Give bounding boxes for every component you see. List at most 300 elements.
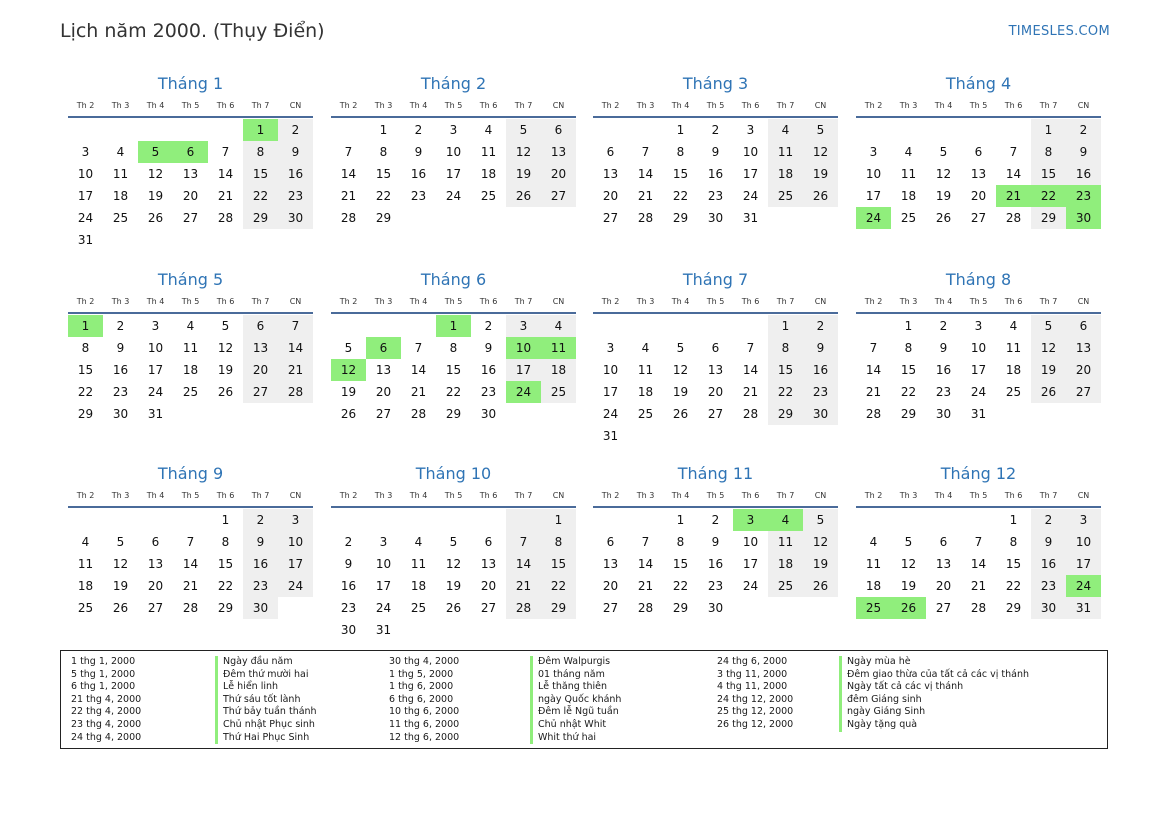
day-cell: 28	[340, 211, 357, 225]
day-cell: 26	[445, 601, 462, 615]
legend-date: 6 thg 1, 2000	[71, 681, 136, 693]
legend-dates-column	[389, 656, 459, 744]
day-cell: 22	[217, 579, 234, 593]
day-cell: 21	[340, 189, 357, 203]
legend-date: 12 thg 6, 2000	[389, 731, 460, 743]
month-8	[856, 268, 1101, 425]
empty-cell	[506, 619, 541, 641]
day-cell: 11	[410, 557, 427, 571]
day-cell: 23	[1031, 575, 1066, 597]
empty-cell	[68, 509, 103, 531]
day-cell: 20	[480, 579, 497, 593]
day-cell: 27	[375, 407, 392, 421]
day-cell: 7	[1009, 145, 1018, 159]
day-cell: 9	[484, 341, 493, 355]
weekday-header	[593, 292, 838, 314]
day-cell: 17	[147, 363, 164, 377]
day-cell: 15	[1005, 557, 1022, 571]
weekday-header	[331, 486, 576, 508]
day-cell: 15	[672, 167, 689, 181]
day-cell: 10	[1066, 531, 1101, 553]
legend-holiday-name: Lễ thăng thiên	[530, 681, 621, 694]
legend-names-column	[839, 656, 1029, 732]
day-cell: 8	[449, 341, 458, 355]
holiday-cell: 1	[68, 315, 103, 337]
day-cell: 31	[742, 211, 759, 225]
day-cell: 8	[243, 141, 278, 163]
day-cell: 17	[445, 167, 462, 181]
day-cell: 27	[147, 601, 164, 615]
empty-cell	[103, 229, 138, 251]
day-cell: 14	[970, 557, 987, 571]
day-cell: 29	[672, 211, 689, 225]
day-cell: 9	[711, 535, 720, 549]
day-cell: 5	[803, 509, 838, 531]
weekday-label: CN	[814, 297, 827, 306]
day-cell: 29	[445, 407, 462, 421]
day-cell: 19	[147, 189, 164, 203]
day-cell: 16	[707, 557, 724, 571]
legend-names-column	[530, 656, 621, 744]
day-cell: 11	[77, 557, 94, 571]
day-cell: 1	[379, 123, 388, 137]
day-cell: 20	[935, 579, 952, 593]
holiday-cell: 11	[541, 337, 576, 359]
day-cell: 22	[672, 579, 689, 593]
legend-date: 24 thg 12, 2000	[717, 693, 794, 705]
day-cell: 4	[81, 535, 90, 549]
day-cell: 9	[116, 341, 125, 355]
legend-holiday-name: ngày Quốc khánh	[530, 694, 621, 707]
day-cell: 15	[243, 163, 278, 185]
day-cell: 10	[445, 145, 462, 159]
day-cell: 7	[974, 535, 983, 549]
day-cell: 5	[904, 535, 913, 549]
empty-cell	[593, 315, 628, 337]
day-cell: 2	[803, 315, 838, 337]
day-cell: 25	[182, 385, 199, 399]
weekday-header	[593, 486, 838, 508]
holiday-cell: 24	[856, 207, 891, 229]
day-cell: 25	[1005, 385, 1022, 399]
day-cell: 11	[768, 141, 803, 163]
day-cell: 30	[803, 403, 838, 425]
holiday-cell: 21	[996, 185, 1031, 207]
day-cell: 13	[480, 557, 497, 571]
weekday-label: CN	[814, 491, 827, 500]
day-cell: 19	[935, 189, 952, 203]
legend-dates-column	[717, 656, 793, 732]
day-cell: 20	[375, 385, 392, 399]
weekday-label: Th 2	[864, 101, 883, 110]
day-cell: 22	[375, 189, 392, 203]
day-cell: 14	[182, 557, 199, 571]
weekday-label: Th 3	[111, 297, 130, 306]
weekday-label: Th 5	[444, 491, 463, 500]
day-cell: 17	[970, 363, 987, 377]
day-cell: 6	[1066, 315, 1101, 337]
weekday-label: Th 6	[216, 491, 235, 500]
legend-date: 22 thg 4, 2000	[71, 706, 142, 718]
empty-cell	[856, 119, 891, 141]
day-cell: 9	[803, 337, 838, 359]
day-cell: 19	[217, 363, 234, 377]
day-cell: 18	[1005, 363, 1022, 377]
day-cell: 12	[672, 363, 689, 377]
weekday-label: CN	[289, 101, 302, 110]
day-cell: 24	[742, 579, 759, 593]
empty-cell	[541, 403, 576, 425]
day-cell: 7	[869, 341, 878, 355]
day-cell: 12	[506, 141, 541, 163]
weekday-label: Th 3	[899, 491, 918, 500]
legend-date: 3 thg 11, 2000	[717, 668, 788, 680]
empty-cell	[401, 619, 436, 641]
day-cell: 27	[707, 407, 724, 421]
legend-holiday-name: Thứ Hai Phục Sinh	[215, 732, 317, 745]
day-cell: 3	[449, 123, 458, 137]
weekday-label: Th 4	[146, 297, 165, 306]
empty-cell	[436, 619, 471, 641]
day-cell: 14	[742, 363, 759, 377]
day-cell: 8	[379, 145, 388, 159]
day-cell: 26	[803, 575, 838, 597]
empty-cell	[768, 207, 803, 229]
legend-holiday-name: Ngày đầu năm	[215, 656, 317, 669]
day-cell: 25	[410, 601, 427, 615]
day-cell: 10	[602, 363, 619, 377]
month-name: Tháng 11	[677, 464, 754, 483]
day-cell: 9	[939, 341, 948, 355]
day-cell: 20	[243, 359, 278, 381]
day-cell: 8	[676, 145, 685, 159]
empty-cell	[471, 207, 506, 229]
holiday-cell: 3	[733, 509, 768, 531]
day-cell: 17	[865, 189, 882, 203]
day-cell: 27	[602, 601, 619, 615]
legend-holiday-name: Đêm thứ mười hai	[215, 669, 317, 682]
weekday-label: Th 6	[1004, 101, 1023, 110]
holiday-cell: 12	[331, 359, 366, 381]
day-cell: 3	[746, 123, 755, 137]
day-cell: 5	[803, 119, 838, 141]
weekday-label: Th 7	[1039, 297, 1058, 306]
day-cell: 13	[541, 141, 576, 163]
empty-cell	[103, 509, 138, 531]
day-cell: 17	[506, 359, 541, 381]
legend-date: 11 thg 6, 2000	[389, 718, 460, 730]
holiday-cell: 22	[1031, 185, 1066, 207]
holiday-cell: 10	[506, 337, 541, 359]
legend-holiday-name: Đêm lễ Ngũ tuần	[530, 706, 621, 719]
day-cell: 8	[768, 337, 803, 359]
weekday-label: Th 7	[776, 101, 795, 110]
weekday-label: Th 6	[741, 491, 760, 500]
day-cell: 29	[541, 597, 576, 619]
legend-date: 1 thg 6, 2000	[389, 681, 454, 693]
weekday-header	[68, 292, 313, 314]
empty-cell	[208, 119, 243, 141]
empty-cell	[961, 119, 996, 141]
empty-cell	[103, 119, 138, 141]
empty-cell	[663, 425, 698, 447]
holiday-cell: 30	[1066, 207, 1101, 229]
day-cell: 4	[414, 535, 423, 549]
holiday-cell: 23	[1066, 185, 1101, 207]
day-cell: 6	[541, 119, 576, 141]
legend-date: 30 thg 4, 2000	[389, 656, 460, 667]
month-3	[593, 72, 838, 229]
month-7	[593, 268, 838, 447]
day-cell: 29	[77, 407, 94, 421]
day-cell: 5	[221, 319, 230, 333]
day-cell: 7	[186, 535, 195, 549]
weekday-label: Th 3	[636, 101, 655, 110]
weekday-label: Th 3	[111, 491, 130, 500]
day-grid	[68, 118, 313, 251]
weekday-label: Th 2	[601, 101, 620, 110]
day-cell: 20	[707, 385, 724, 399]
day-cell: 6	[606, 535, 615, 549]
empty-cell	[243, 229, 278, 251]
day-cell: 24	[602, 407, 619, 421]
empty-cell	[278, 403, 313, 425]
month-name: Tháng 6	[420, 270, 487, 289]
legend-holiday-name: Thứ bảy tuần thánh	[215, 706, 317, 719]
day-cell: 2	[278, 119, 313, 141]
day-cell: 31	[375, 623, 392, 637]
empty-cell	[593, 509, 628, 531]
day-cell: 1	[676, 513, 685, 527]
weekday-label: Th 4	[409, 101, 428, 110]
weekday-label: Th 4	[934, 491, 953, 500]
weekday-label: Th 5	[706, 491, 725, 500]
day-cell: 26	[112, 601, 129, 615]
day-cell: 30	[1031, 597, 1066, 619]
legend-date: 25 thg 12, 2000	[717, 706, 794, 718]
day-cell: 2	[484, 319, 493, 333]
empty-cell	[856, 509, 891, 531]
day-cell: 27	[970, 211, 987, 225]
weekday-label: Th 3	[374, 491, 393, 500]
day-cell: 9	[278, 141, 313, 163]
weekday-label: Th 5	[181, 101, 200, 110]
day-grid	[856, 314, 1101, 425]
day-cell: 29	[768, 403, 803, 425]
empty-cell	[436, 207, 471, 229]
weekday-header	[68, 486, 313, 508]
month-name: Tháng 2	[420, 74, 487, 93]
day-cell: 16	[278, 163, 313, 185]
month-12	[856, 462, 1101, 619]
day-cell: 23	[707, 579, 724, 593]
month-11	[593, 462, 838, 619]
day-cell: 19	[340, 385, 357, 399]
holiday-cell: 24	[1066, 575, 1101, 597]
empty-cell	[803, 207, 838, 229]
weekday-label: Th 6	[1004, 491, 1023, 500]
day-cell: 30	[707, 211, 724, 225]
day-cell: 10	[375, 557, 392, 571]
day-cell: 14	[865, 363, 882, 377]
day-cell: 11	[865, 557, 882, 571]
legend-holiday-name: Whit thứ hai	[530, 732, 621, 745]
day-cell: 18	[480, 167, 497, 181]
brand-link[interactable]: TIMESLES.COM	[1008, 24, 1110, 39]
empty-cell	[401, 207, 436, 229]
day-cell: 27	[243, 381, 278, 403]
day-cell: 1	[541, 509, 576, 531]
day-cell: 1	[768, 315, 803, 337]
day-cell: 5	[939, 145, 948, 159]
day-cell: 25	[480, 189, 497, 203]
legend-date: 24 thg 6, 2000	[717, 656, 788, 667]
legend-holiday-name: Đêm giao thừa của tất cả các vị thánh	[839, 669, 1029, 682]
day-cell: 9	[711, 145, 720, 159]
legend-holiday-name: Chủ nhật Phục sinh	[215, 719, 317, 732]
day-cell: 20	[602, 579, 619, 593]
weekday-label: Th 5	[444, 101, 463, 110]
day-cell: 26	[672, 407, 689, 421]
day-cell: 13	[243, 337, 278, 359]
day-cell: 6	[484, 535, 493, 549]
day-cell: 29	[375, 211, 392, 225]
day-cell: 10	[77, 167, 94, 181]
day-cell: 14	[637, 557, 654, 571]
holiday-cell: 6	[366, 337, 401, 359]
day-cell: 25	[768, 575, 803, 597]
day-cell: 18	[768, 553, 803, 575]
day-cell: 15	[768, 359, 803, 381]
empty-cell	[68, 119, 103, 141]
day-cell: 8	[541, 531, 576, 553]
day-grid	[593, 314, 838, 447]
day-cell: 31	[147, 407, 164, 421]
day-cell: 17	[742, 557, 759, 571]
day-cell: 23	[278, 185, 313, 207]
day-cell: 18	[900, 189, 917, 203]
day-cell: 10	[147, 341, 164, 355]
day-cell: 3	[379, 535, 388, 549]
day-cell: 1	[676, 123, 685, 137]
day-cell: 12	[112, 557, 129, 571]
day-cell: 7	[344, 145, 353, 159]
day-cell: 7	[641, 145, 650, 159]
legend-date: 6 thg 6, 2000	[389, 693, 454, 705]
day-cell: 24	[445, 189, 462, 203]
day-cell: 11	[637, 363, 654, 377]
day-cell: 4	[541, 315, 576, 337]
day-cell: 16	[340, 579, 357, 593]
day-cell: 28	[865, 407, 882, 421]
weekday-label: Th 7	[251, 101, 270, 110]
day-cell: 18	[865, 579, 882, 593]
empty-cell	[208, 403, 243, 425]
day-cell: 21	[637, 189, 654, 203]
weekday-label: Th 2	[76, 491, 95, 500]
day-cell: 18	[182, 363, 199, 377]
day-cell: 21	[410, 385, 427, 399]
empty-cell	[173, 509, 208, 531]
day-cell: 2	[939, 319, 948, 333]
day-cell: 29	[217, 601, 234, 615]
weekday-label: Th 7	[514, 297, 533, 306]
day-cell: 5	[116, 535, 125, 549]
empty-cell	[628, 425, 663, 447]
empty-cell	[173, 229, 208, 251]
empty-cell	[663, 315, 698, 337]
day-cell: 13	[707, 363, 724, 377]
day-cell: 13	[935, 557, 952, 571]
day-cell: 17	[77, 189, 94, 203]
day-cell: 22	[768, 381, 803, 403]
weekday-label: Th 3	[111, 101, 130, 110]
day-cell: 21	[742, 385, 759, 399]
day-cell: 11	[112, 167, 129, 181]
holiday-cell: 4	[768, 509, 803, 531]
day-cell: 10	[278, 531, 313, 553]
day-cell: 4	[768, 119, 803, 141]
day-cell: 5	[344, 341, 353, 355]
day-cell: 11	[1005, 341, 1022, 355]
day-cell: 8	[676, 535, 685, 549]
day-grid	[331, 508, 576, 641]
day-cell: 30	[707, 601, 724, 615]
day-cell: 7	[278, 315, 313, 337]
empty-cell	[996, 119, 1031, 141]
empty-cell	[733, 597, 768, 619]
day-cell: 12	[803, 141, 838, 163]
day-cell: 17	[742, 167, 759, 181]
holiday-cell: 1	[436, 315, 471, 337]
weekday-label: Th 6	[216, 297, 235, 306]
legend-holiday-name: Thứ sáu tốt lành	[215, 694, 317, 707]
weekday-label: Th 7	[1039, 101, 1058, 110]
weekday-label: Th 2	[339, 297, 358, 306]
empty-cell	[331, 119, 366, 141]
weekday-label: Th 7	[776, 297, 795, 306]
legend-holiday-name: đêm Giáng sinh	[839, 694, 1029, 707]
day-cell: 10	[970, 341, 987, 355]
day-cell: 7	[414, 341, 423, 355]
weekday-label: Th 6	[741, 297, 760, 306]
weekday-label: Th 4	[146, 101, 165, 110]
day-cell: 23	[410, 189, 427, 203]
day-cell: 27	[1066, 381, 1101, 403]
weekday-label: Th 3	[636, 297, 655, 306]
empty-cell	[366, 315, 401, 337]
empty-cell	[243, 403, 278, 425]
weekday-label: Th 2	[339, 491, 358, 500]
day-cell: 18	[112, 189, 129, 203]
legend-date: 23 thg 4, 2000	[71, 718, 142, 730]
day-cell: 26	[803, 185, 838, 207]
day-cell: 25	[637, 407, 654, 421]
day-cell: 29	[1005, 601, 1022, 615]
legend-holiday-name: Đêm Walpurgis	[530, 656, 621, 669]
weekday-label: Th 4	[409, 297, 428, 306]
day-cell: 21	[970, 579, 987, 593]
legend-date: 26 thg 12, 2000	[717, 718, 794, 730]
holiday-cell: 6	[173, 141, 208, 163]
day-cell: 15	[77, 363, 94, 377]
weekday-header	[68, 96, 313, 118]
day-cell: 23	[340, 601, 357, 615]
weekday-label: Th 5	[181, 491, 200, 500]
day-cell: 30	[112, 407, 129, 421]
day-cell: 29	[672, 601, 689, 615]
day-cell: 19	[803, 553, 838, 575]
